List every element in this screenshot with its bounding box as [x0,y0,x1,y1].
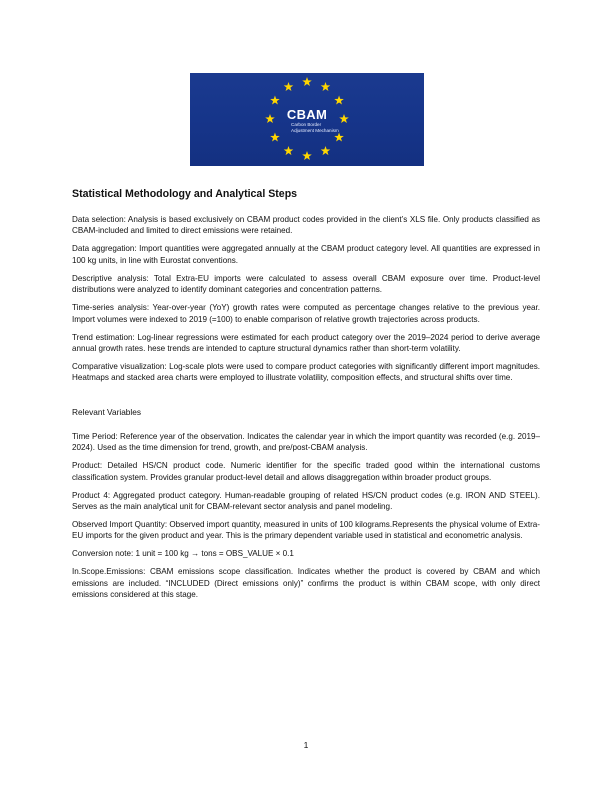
eu-star-icon [302,77,312,86]
banner-title: CBAM [286,107,328,122]
paragraph-trend-estimation: Trend estimation: Log-linear regressions were estimated for each product category over the 2019–2024 period to derive average annual growth rates. hese trends are intended to capture structural dynamics rather than short-term volatility. [72,332,540,354]
eu-star-icon [321,82,331,91]
page-number: 1 [303,740,309,750]
eu-star-icon [321,146,331,155]
variable-product-4: Product 4: Aggregated product category. Human-readable grouping of related HS/CN product codes (e.g. IRON AND STEEL). Serves as the main analytical unit for CBAM-relevant sector analysis and panel modeling. [72,490,540,512]
banner-subtitle-line-1: Carbon Border [291,122,322,127]
variable-time-period: Time Period: Reference year of the observation. Indicates the calendar year in which the import quantity was recorded (e.g. 2019–2024). Used as the time dimension for trend, growth, and pre/post-CBAM analysis. [72,431,540,453]
eu-star-icon [302,151,312,160]
paragraph-data-selection: Data selection: Analysis is based exclusively on CBAM product codes provided in the client’s XLS file. Only products classified as CBAM-included and limited to direct emissions were retained. [72,215,540,236]
eu-star-icon [270,133,280,142]
paragraph-descriptive-analysis: Descriptive analysis: Total Extra-EU imports were calculated to assess overall CBAM exposure over time. Product-level distributions were analyzed to identify dominant categories and concentration patterns. [72,273,540,295]
eu-star-icon [270,96,280,105]
paragraph-comparative-visualization: Comparative visualization: Log-scale plots were used to compare product categories with significantly different import magnitudes. Heatmaps and stacked area charts were employed to illustrate volatility, composition effects, and structural shifts over time. [72,362,540,383]
conversion-note: Conversion note: 1 unit = 100 kg → tons = OBS_VALUE × 0.1 [72,549,294,559]
banner-subtitle [291,122,351,133]
paragraph-data-aggregation: Data aggregation: Import quantities were aggregated annually at the CBAM product category level. All quantities are expressed in 100 kg units, in line with Eurostat conventions. [72,244,540,265]
paragraph-time-series-analysis: Time-series analysis: Year-over-year (YoY) growth rates were computed as percentage changes relative to the previous year. Import volumes were indexed to 2019 (=100) to enable comparison of relative growth trajectories across products. [72,303,540,324]
eu-star-icon [284,146,294,155]
variable-product: Product: Detailed HS/CN product code. Numeric identifier for the specific traded good within the international customs classification system. Provides granular product-level detail and allows disaggregation within broader product groups. [72,461,540,482]
cbam-logo-banner [190,73,424,166]
document-body [72,188,540,607]
banner-subtitle-line-2: Adjustment Mechanism [291,127,339,133]
eu-star-icon [284,82,294,91]
variables-heading: Relevant Variables [72,406,142,417]
variable-in-scope-emissions: In.Scope.Emissions: CBAM emissions scope classification. Indicates whether the product is covered by CBAM and which emissions are included. “INCLUDED (Direct emissions only)” confirms the product is within CBAM scope, with only direct emissions considered at this stage. [72,567,540,600]
methodology-heading: Statistical Methodology and Analytical Steps [72,188,298,200]
eu-star-icon [334,133,344,142]
variable-observed-import-quantity: Observed Import Quantity: Observed import quantity, measured in units of 100 kilograms.Represents the physical volume of Extra-EU imports for the given product and year. This is the primary dependent variable used in statistical and econometric analysis. [72,520,540,541]
eu-star-icon [334,96,344,105]
